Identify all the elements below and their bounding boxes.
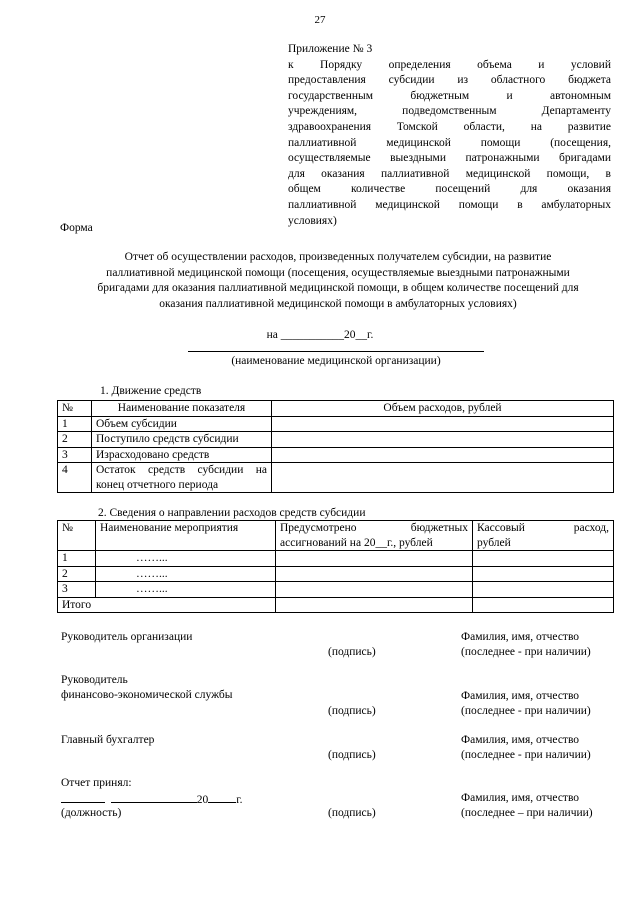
header-indicator: Наименование показателя (92, 401, 272, 417)
appendix-line: осуществляемые выездными патронажными бригадами (288, 152, 611, 165)
row-name: Израсходовано средств (92, 447, 272, 463)
row-num: 2 (58, 432, 92, 448)
row-name: ……... (96, 551, 276, 567)
row-name: Объем субсидии (92, 416, 272, 432)
table-header-row (58, 401, 614, 417)
accepted-fio: Фамилия, имя, отчество (461, 792, 580, 804)
header-amount: Объем расходов, рублей (272, 401, 614, 417)
report-title-line: бригадами для оказания паллиативной медицинской помощи, в общем количестве посещений для (97, 282, 579, 294)
table-header-row (58, 521, 614, 551)
accepted-fio-note: (последнее – при наличии) (461, 807, 593, 819)
row-planned-cell (276, 582, 473, 598)
accepted-position-caption: (должность) (61, 807, 122, 819)
report-title (62, 250, 614, 312)
row-name: ……... (96, 566, 276, 582)
row-num: 3 (58, 582, 96, 598)
total-planned-cell (276, 597, 473, 613)
appendix-title: Приложение № 3 (288, 43, 373, 55)
year-suffix: г. (236, 794, 243, 806)
header-activity: Наименование мероприятия (96, 521, 276, 551)
table-row (58, 463, 614, 493)
row-cash-cell (473, 551, 614, 567)
report-date-line: на ___________20__г. (266, 329, 374, 341)
row-cash-cell (473, 582, 614, 598)
appendix-line: здравоохранения Томской области, на развитие (288, 120, 611, 133)
row-num: 1 (58, 416, 92, 432)
row-name-line: Остаток средств субсидии на (96, 464, 267, 476)
table-row (58, 551, 614, 567)
header-planned-line: Предусмотрено бюджетных (280, 522, 468, 534)
page-number: 27 (314, 14, 326, 26)
header-cash-line: Кассовый расход, (477, 522, 609, 534)
org-name-caption: (наименование медицинской организации) (231, 355, 441, 367)
header-cash-line: рублей (477, 536, 511, 549)
accountant-signature-caption: (подпись) (328, 749, 376, 761)
table-row (58, 447, 614, 463)
total-label: Итого (58, 597, 276, 613)
funds-movement-table (57, 400, 614, 493)
report-title-line: Отчет об осуществлении расходов, произведенных получателем субсидии, на развитие (124, 251, 552, 263)
total-cash-cell (473, 597, 614, 613)
appendix-line: паллиативной медицинской помощи (посещения, (288, 136, 611, 149)
head-title: Руководитель организации (61, 631, 193, 643)
accountant-title: Главный бухгалтер (61, 734, 155, 746)
header-cash (473, 521, 614, 551)
appendix-block (288, 42, 611, 229)
head-fio-note: (последнее - при наличии) (461, 646, 591, 658)
row-num: 4 (58, 463, 92, 493)
report-title-line: оказания паллиативной медицинской помощи в амбулаторных условиях) (159, 297, 517, 310)
row-amount-cell (272, 447, 614, 463)
row-amount-cell (272, 416, 614, 432)
head-fio: Фамилия, имя, отчество (461, 631, 580, 643)
appendix-line: условиях) (288, 214, 337, 227)
finance-signature-caption: (подпись) (328, 705, 376, 717)
year-prefix: 20 (196, 794, 209, 806)
finance-title-line: финансово-экономической службы (61, 689, 233, 701)
row-planned-cell (276, 566, 473, 582)
header-num: № (58, 521, 96, 551)
table-row (58, 566, 614, 582)
org-name-line (188, 351, 484, 352)
appendix-line: к Порядку определения объема и условий (288, 58, 611, 71)
row-num: 1 (58, 551, 96, 567)
accountant-fio: Фамилия, имя, отчество (461, 734, 580, 746)
table-row (58, 432, 614, 448)
section2-title: 2. Сведения о направлении расходов средств субсидии (98, 507, 366, 519)
row-amount-cell (272, 463, 614, 493)
accepted-title: Отчет принял: (61, 777, 132, 789)
appendix-line: паллиативной медицинской помощи в амбулаторных (288, 198, 611, 211)
row-name-line: конец отчетного периода (96, 478, 219, 491)
row-name: Поступило средств субсидии (92, 432, 272, 448)
row-planned-cell (276, 551, 473, 567)
year-blank (208, 791, 236, 803)
accountant-fio-note: (последнее - при наличии) (461, 749, 591, 761)
form-label: Форма (60, 222, 93, 234)
appendix-line: учреждениям, подведомственным Департаменту (288, 105, 611, 118)
date-blank (111, 791, 197, 803)
row-num: 2 (58, 566, 96, 582)
finance-title-line: Руководитель (61, 674, 128, 686)
table-row (58, 416, 614, 432)
accepted-signature-caption: (подпись) (328, 807, 376, 819)
header-planned (276, 521, 473, 551)
header-planned-line: ассигнований на 20__г., рублей (280, 536, 433, 549)
section1-title: 1. Движение средств (100, 385, 202, 397)
row-name: ……... (96, 582, 276, 598)
row-num: 3 (58, 447, 92, 463)
appendix-line: общем количестве посещений для оказания (288, 183, 611, 196)
finance-fio-note: (последнее - при наличии) (461, 705, 591, 717)
appendix-line: предоставления субсидии из областного бюджета (288, 74, 611, 87)
report-title-line: паллиативной медицинской помощи (посещения, осуществляемые выездными патронажными (106, 266, 570, 279)
row-cash-cell (473, 566, 614, 582)
appendix-line: государственным бюджетным и автономным (288, 89, 611, 102)
row-name (92, 463, 272, 493)
position-blank (61, 791, 105, 803)
header-num: № (58, 401, 92, 417)
table-row (58, 582, 614, 598)
expenses-direction-table (57, 520, 614, 613)
appendix-line: для оказания паллиативной медицинской помощи, в (288, 167, 611, 180)
table-total-row (58, 597, 614, 613)
row-amount-cell (272, 432, 614, 448)
finance-fio: Фамилия, имя, отчество (461, 690, 580, 702)
head-signature-caption: (подпись) (328, 646, 376, 658)
